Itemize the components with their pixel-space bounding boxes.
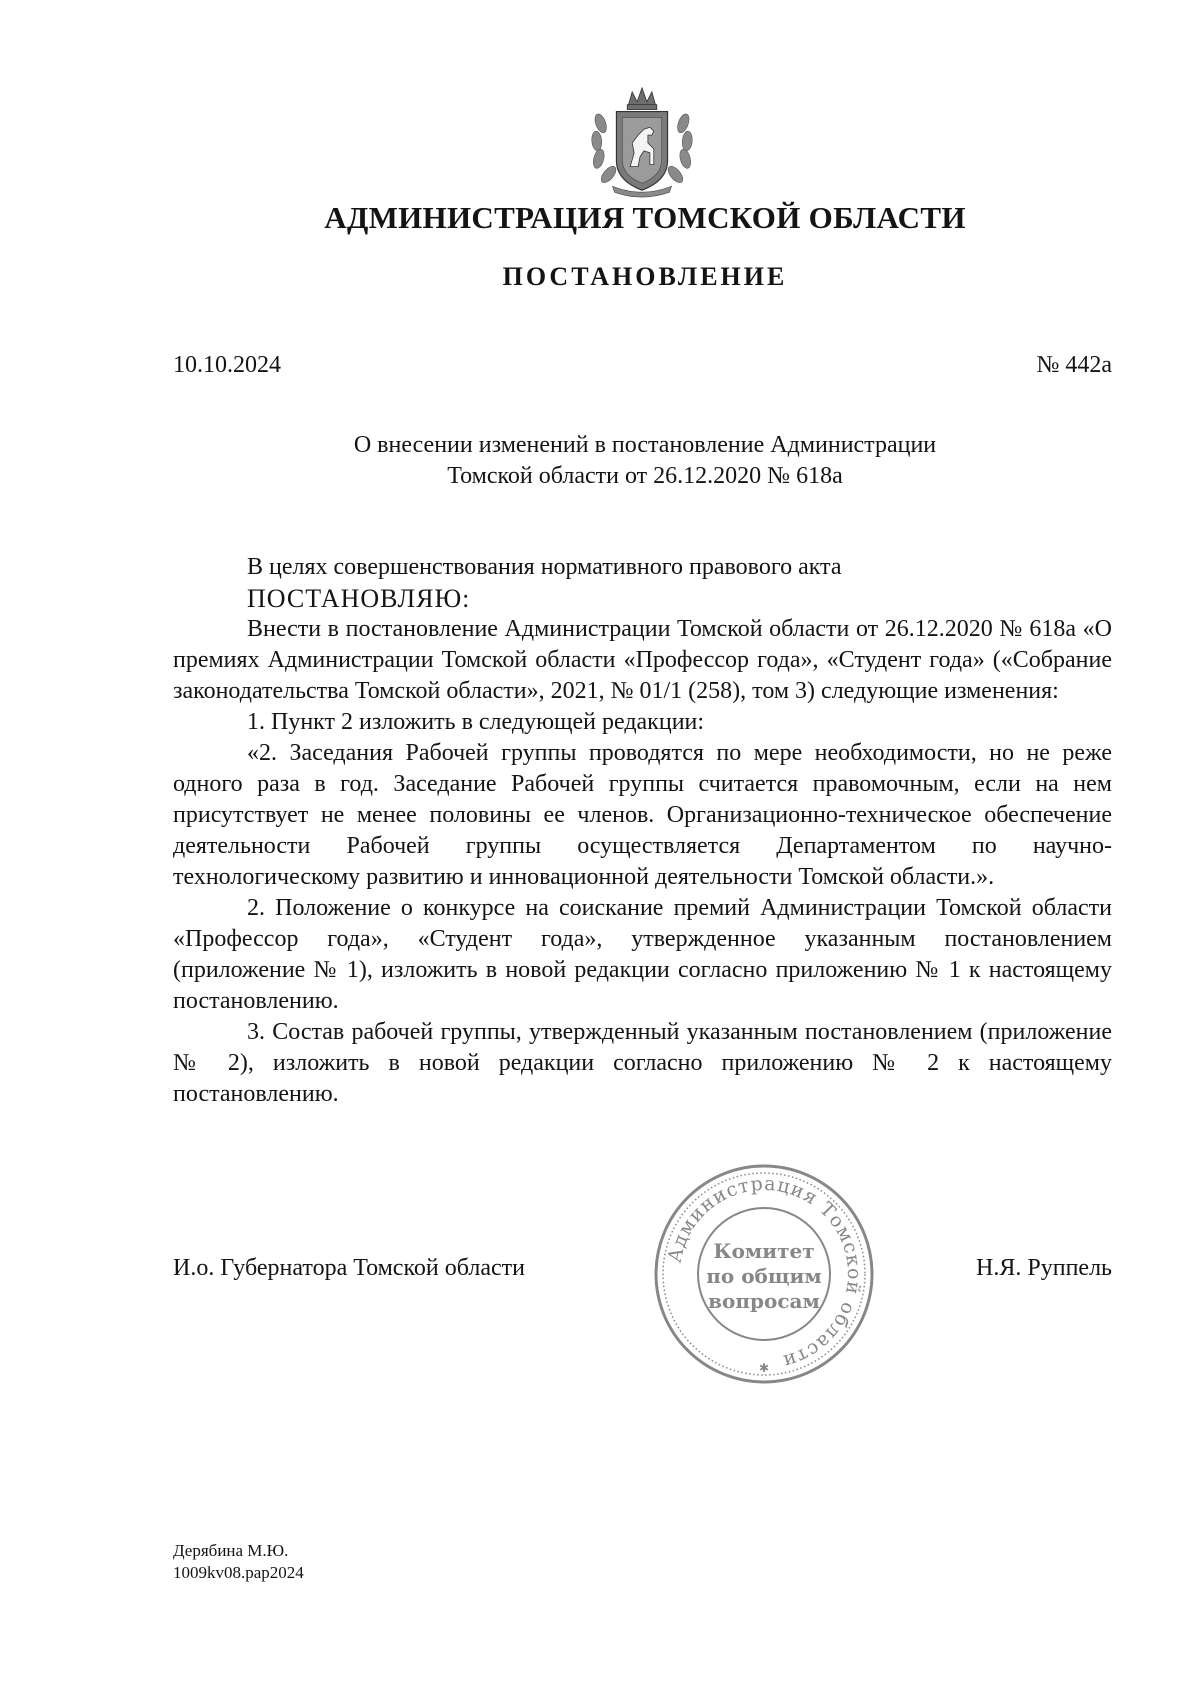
body-resolve-word: ПОСТАНОВЛЯЮ:	[247, 584, 471, 613]
signer-role: И.о. Губернатора Томской области	[173, 1255, 525, 1281]
footer-executor-block	[173, 1540, 304, 1584]
document-subject	[300, 430, 990, 492]
stamp-ring-text: Администрация Томской области	[663, 1172, 866, 1373]
stamp-line-1: Комитет	[713, 1239, 815, 1263]
official-stamp	[652, 1162, 876, 1386]
body-item-3: 3. Состав рабочей группы, утвержденный указанным постановлением (приложение № 2), изложить в новой редакции согласно приложению № 2 к настоящему постановлению.	[173, 1019, 1112, 1107]
subject-line-1: О внесении изменений в постановление Администрации	[353, 432, 937, 458]
body-paragraph-amend: Внести в постановление Администрации Томской области от 26.12.2020 № 618а «О премиях Администрации Томской области «Профессор года», «Студент года» («Собрание законодательства Томской области», 2021, № 01/1 (258), том 3) следующие изменения:	[173, 616, 1112, 704]
body-item-2: 2. Положение о конкурсе на соискание премий Администрации Томской области «Профессор года», «Студент года», утвержденное указанным постановлением (приложение № 1), изложить в новой редакции согласно приложению № 1 к настоящему постановлению.	[173, 895, 1112, 1014]
signer-name: Н.Я. Руппель	[976, 1255, 1112, 1281]
document-type-title: ПОСТАНОВЛЕНИЕ	[502, 262, 788, 291]
coat-of-arms-icon	[583, 84, 701, 202]
stamp-star-icon: ✱	[758, 1361, 770, 1375]
body-paragraph-purpose: В целях совершенствования нормативного правового акта	[247, 554, 842, 580]
stamp-line-3: вопросам	[708, 1289, 820, 1313]
document-number: № 442а	[1036, 352, 1112, 378]
body-item-1: 1. Пункт 2 изложить в следующей редакции:	[247, 709, 705, 735]
document-body	[173, 552, 1112, 1110]
footer-executor-name: Дерябина М.Ю.	[173, 1541, 289, 1560]
document-date: 10.10.2024	[173, 352, 281, 378]
body-item-1-text: «2. Заседания Рабочей группы проводятся по мере необходимости, но не реже одного раза в год. Заседание Рабочей группы считается правомочным, если на нем присутствует не менее половины ее членов. Организационно-техническое обеспечение деятельности Рабочей группы осуществляется Департаментом по научно-технологическому развитию и инновационной деятельности Томской области.».	[173, 740, 1112, 890]
subject-line-2: Томской области от 26.12.2020 № 618а	[447, 463, 843, 489]
footer-file-code: 1009kv08.pap2024	[173, 1563, 304, 1582]
stamp-line-2: по общим	[706, 1264, 822, 1288]
organization-title: АДМИНИСТРАЦИЯ ТОМСКОЙ ОБЛАСТИ	[324, 200, 966, 235]
